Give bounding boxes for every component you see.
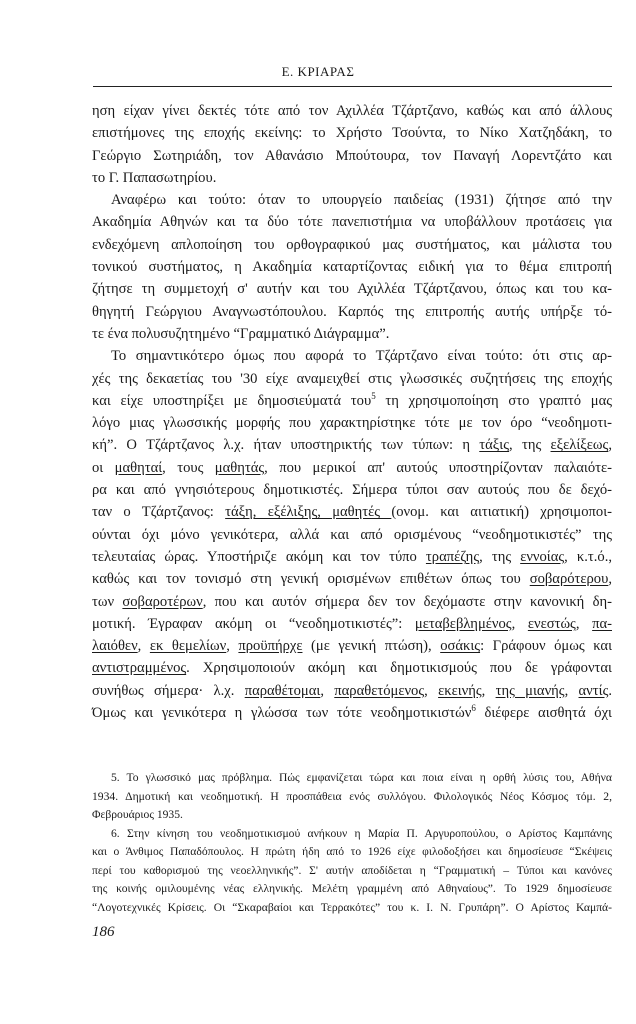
footnotes xyxy=(92,769,612,917)
header-rule xyxy=(93,86,612,87)
footnote-line: της κοινής ομιλουμένης νέας ελληνικής. Μελέτη γραμμένη από Αθηναίους”. Το 1929 δημοσίευσε xyxy=(92,882,612,895)
footnote-line: 1934. Δημοτική και νεοδημοτική. Η προσπάθεια ενός συλλόγου. Φιλολογικός Νέος Κόσμος τόμ. 2, xyxy=(92,789,612,803)
underlined-term: παραθέτομαι xyxy=(244,682,321,699)
text-run: , xyxy=(608,571,612,588)
text-run: , κ.τ.ό., xyxy=(564,548,613,565)
underlined-term: εξελίξεως xyxy=(550,437,609,454)
body-line xyxy=(92,167,612,189)
text-run: , xyxy=(226,638,239,655)
text-run: . xyxy=(608,682,613,699)
text-run: , τους xyxy=(162,459,215,476)
text-run: λόγο μιας γλωσσικής μορφής που χαρακτηρίστηκε τότε με τον όρο “νεοδημοτι- xyxy=(92,415,612,432)
body-line xyxy=(92,501,612,523)
body-line xyxy=(92,702,612,724)
body-line xyxy=(92,434,612,456)
body-line xyxy=(92,122,612,144)
text-run: , που και αυτόν σήμερα δεν τον δεχόμαστε στην κανονική δη- xyxy=(202,593,612,610)
body-line xyxy=(92,591,612,613)
underlined-term: παραθετόμενος xyxy=(334,682,425,699)
text-run: καθώς και τον τονισμό στη γενική ορισμένων επιθέτων όπως του xyxy=(92,571,530,588)
text-run: ζήτησε τη συμμετοχή σ' αυτήν και του Αχιλλέα Τζάρτζανου, όπως και του κα- xyxy=(92,281,612,298)
body-line xyxy=(92,479,612,501)
text-run: τονικού συστήματος, η Ακαδημία καταρτίζοντας ειδική για το θέμα επιτροπή xyxy=(92,259,612,276)
text-run: , xyxy=(608,437,612,454)
text-run: , xyxy=(320,682,335,699)
text-run: ρα και από γνησιότερους δημοτικιστές. Σήμερα τύποι σαν αυτούς που δε δεχό- xyxy=(92,482,612,499)
body-line xyxy=(92,345,612,367)
body-line xyxy=(92,568,612,590)
body-line xyxy=(92,100,612,122)
underlined-term: εκ θεμελίων xyxy=(149,638,227,655)
body-line xyxy=(92,635,612,657)
text-run: οι xyxy=(92,459,115,476)
text-run: τη χρησιμοποίηση στο γραπτό μας xyxy=(375,392,612,409)
underlined-term: μαθηταί xyxy=(114,459,163,476)
body-line xyxy=(92,301,612,323)
text-run: , xyxy=(137,638,150,655)
text-run: των xyxy=(92,593,123,610)
underlined-term: σοβαρότερου xyxy=(529,571,609,588)
text-run: ούνται όχι μόνο γενικότερα, αλλά και από ορισμένους “νεοδημοτικιστές” της xyxy=(92,526,612,543)
underlined-term: ενεστώς xyxy=(527,615,576,632)
underlined-term: τραπέζης xyxy=(425,548,480,565)
body-line xyxy=(92,189,612,211)
body-text xyxy=(92,100,612,724)
body-line xyxy=(92,390,612,412)
underlined-term: μαθητάς xyxy=(214,459,265,476)
underlined-term: τάξις xyxy=(479,437,509,454)
running-head: Ε. ΚΡΙΑΡΑΣ xyxy=(281,64,355,79)
underlined-term: πα- xyxy=(592,615,612,632)
footnote-line: “Λογοτεχνικές Κρίσεις. Οι “Σκαραβαίοι και Τερρακότες” του κ. Ι. Ν. Γρυπάρη”. Ο Αρίστος Καμπά- xyxy=(92,900,612,914)
text-run: διέφερε αισθητά όχι xyxy=(475,705,612,722)
text-run: Όμως και γενικότερα η γλώσσα των τότε νεοδημοτικιστών xyxy=(92,705,472,722)
page-number: 186 xyxy=(92,924,115,940)
body-line xyxy=(92,323,612,345)
underlined-term: εκεινής xyxy=(438,682,482,699)
text-run: , xyxy=(481,682,496,699)
underlined-term: εννοίας xyxy=(520,548,565,565)
underlined-term: λαιόθεν xyxy=(92,638,138,655)
footnote-ref-5: 5 xyxy=(371,391,376,401)
text-run: ταν ο Τζάρτζανος: xyxy=(92,504,226,521)
body-line xyxy=(92,211,612,233)
text-run: τε ένα πολυσυζητημένο “Γραμματικό Διάγραμμα”. xyxy=(92,325,390,342)
text-run: θηγητή Γεώργιου Αναγνωστόπουλου. Καρπός της επιτροπής αυτής υπήρξε τό- xyxy=(92,303,612,320)
footnote-line: 5. Το γλωσσικό μας πρόβλημα. Πώς εμφανίζεται τώρα και ποια είναι η ορθή λύσις του, Αθήνα xyxy=(111,771,612,784)
underlined-term: της μιανής xyxy=(495,682,565,699)
text-run: Το σημαντικότερο όμως που αφορά το Τζάρτζανο είναι τούτο: ότι στις αρ- xyxy=(111,348,612,365)
text-run: (με γενική πτώση), xyxy=(302,638,441,655)
underlined-term: σοβαροτέρων xyxy=(122,593,203,610)
body-line xyxy=(92,145,612,167)
footnote-line: Φεβρουάριος 1935. xyxy=(92,808,183,821)
text-run: , xyxy=(575,615,593,632)
text-run: ενδεχόμενη απλοποίηση του ορθογραφικού μας συστήματος, και μάλιστα του xyxy=(92,236,612,253)
text-run: και είχε υποστηρίξει με δημοσιεύματά του xyxy=(92,392,372,409)
footnote-line: και ο Άνθιμος Παπαδόπουλος. Η πρώτη ήδη από το 1926 είχε φιλοδοξήσει και δημοσίευσε “Σκέψεις xyxy=(92,845,612,858)
body-line xyxy=(92,546,612,568)
text-run: (ονομ. και αιτιατική) χρησιμοποι- xyxy=(391,504,612,521)
body-line xyxy=(92,256,612,278)
text-run: , που μερικοί απ' αυτούς υποστηρίζονταν παλαιότε- xyxy=(264,459,612,476)
body-line xyxy=(92,680,612,702)
text-run: . Χρησιμοποιούν ακόμη και δημοτικισμούς που δε γράφονται xyxy=(186,660,612,677)
underlined-term: οσάκις xyxy=(440,638,481,655)
body-line xyxy=(92,278,612,300)
footnote-line: 6. Στην κίνηση του νεοδημοτικισμού ανήκουν η Μαρία Π. Αργυροπούλου, ο Αρίστος Καμπάνης xyxy=(111,826,612,840)
text-run: τελευταίας ώρας. Υποστήριζε ακόμη και τον τύπο xyxy=(92,548,426,565)
text-run: , xyxy=(424,682,439,699)
text-run: : Γράφουν όμως και xyxy=(480,638,612,655)
text-run: , xyxy=(564,682,579,699)
text-run: ηση είχαν γίνει δεκτές τότε από τον Αχιλλέα Τζάρτζανο, καθώς και από άλλους xyxy=(92,103,612,119)
underlined-term: αντιστραμμένος xyxy=(92,660,187,677)
text-run: Ακαδημία Αθηνών και τα δύο τότε πανεπιστήμια να υποβάλλουν προτάσεις για xyxy=(92,214,612,231)
underlined-term: αντίς xyxy=(578,682,609,699)
body-line xyxy=(92,412,612,434)
text-run: , της xyxy=(479,548,521,565)
body-line xyxy=(92,457,612,479)
body-line xyxy=(92,613,612,635)
underlined-term: τάξη, εξέλιξης, μαθητές xyxy=(225,504,392,521)
text-run: το Γ. Παπασωτηρίου. xyxy=(92,169,217,186)
text-run: Αναφέρω και τούτο: όταν το υπουργείο παιδείας (1931) ζήτησε από την xyxy=(111,192,612,209)
body-line xyxy=(92,368,612,390)
text-run: κή”. Ο Τζάρτζανος λ.χ. ήταν υποστηρικτής των τύπων: η xyxy=(92,437,480,454)
footnote-ref-6: 6 xyxy=(471,703,476,714)
body-line xyxy=(92,234,612,256)
underlined-term: μεταβεβλημένος xyxy=(414,615,512,632)
text-run: χές της δεκαετίας του '30 είχε αναμειχθεί στις γλωσσικές συζητήσεις της εποχής xyxy=(92,370,612,387)
footnote-line: περί του καθορισμού της νεοελληνικής”. Σ' αυτήν αποδίδεται η “Γραμματική – Τύποι και κανόνες xyxy=(92,863,612,877)
text-run: , xyxy=(511,615,528,632)
body-line xyxy=(92,524,612,546)
body-line xyxy=(92,657,612,679)
text-run: επιστήμονες της εποχής εκείνης: το Χρήστο Τσούντα, το Νίκο Χατζηδάκη, το xyxy=(92,125,612,142)
text-run: Γεώργιο Σωτηριάδη, τον Αθανάσιο Μπούτουρα, τον Παναγή Λορεντζάτο και xyxy=(92,147,612,164)
text-run: συνήθως σήμερα· λ.χ. xyxy=(92,682,245,699)
text-run: , της xyxy=(509,437,551,454)
underlined-term: προϋπήρχε xyxy=(238,638,303,655)
text-run: μοτική. Έγραφαν ακόμη οι “νεοδημοτικιστές”: xyxy=(92,615,415,632)
